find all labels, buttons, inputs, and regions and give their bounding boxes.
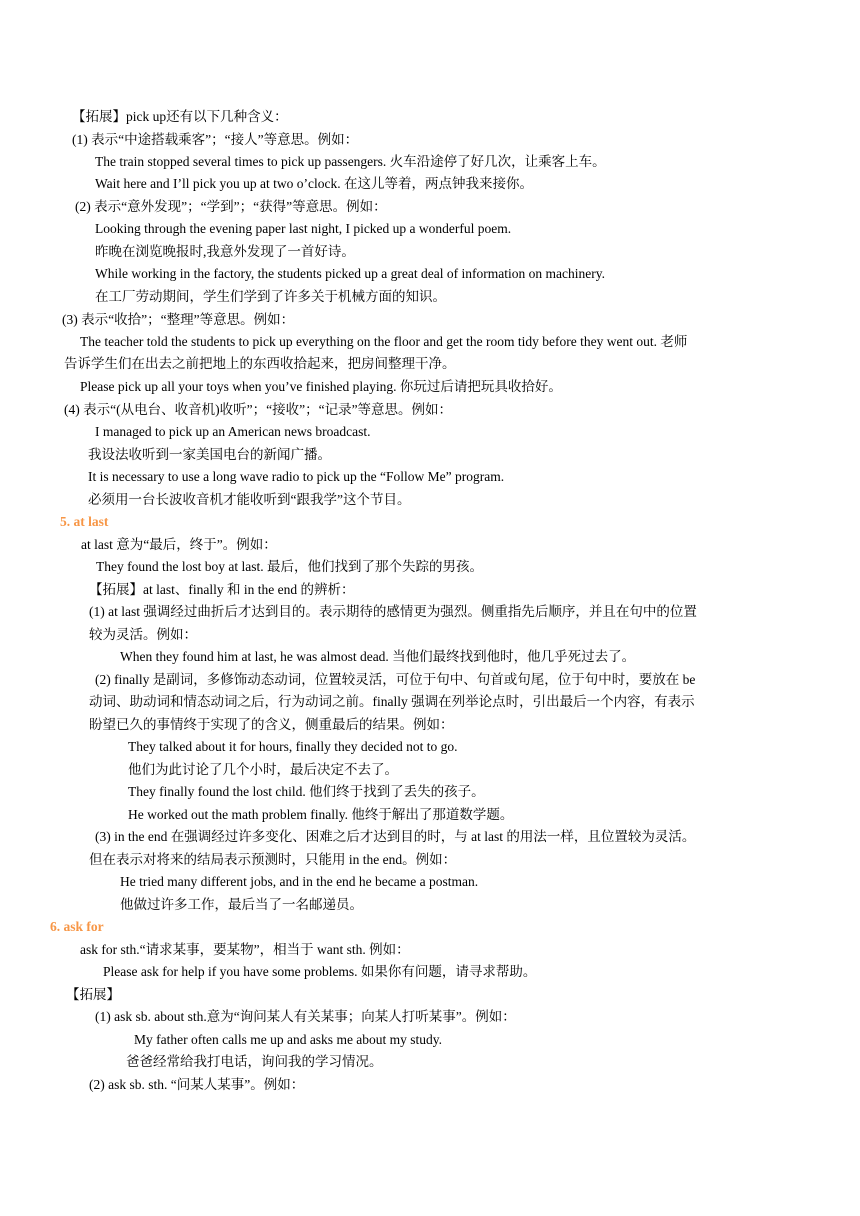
text-line: 他们为此讨论了几个小时，最后决定不去了。 xyxy=(128,762,398,777)
text-line: It is necessary to use a long wave radio to pick up the “Follow Me” program. xyxy=(88,469,505,484)
text-line: ask for sth.“请求某事，要某物”，相当于 want sth. 例如： xyxy=(80,942,410,957)
text-line: He worked out the math problem finally. 他终于解出了那道数学题。 xyxy=(128,807,514,822)
text-line: 必须用一台长波收音机才能收听到“跟我学”这个节目。 xyxy=(88,492,411,507)
text-line: He tried many different jobs, and in the end he became a postman. xyxy=(120,874,479,889)
text-line: 告诉学生们在出去之前把地上的东西收拾起来，把房间整理干净。 xyxy=(64,356,456,371)
text-line: 但在表示对将来的结局表示预测时，只能用 in the end。例如： xyxy=(89,852,457,867)
text-line: 动词、助动词和情态动词之后，行为动词之前。finally 强调在列举论点时，引出最后一个内容，有表示 xyxy=(89,694,695,709)
text-line: They finally found the lost child. 他们终于找到了丢失的孩子。 xyxy=(128,784,485,799)
text-line: (4) 表示“(从电台、收音机)收听”；“接收”；“记录”等意思。例如： xyxy=(64,402,453,417)
section-heading: 5. at last xyxy=(60,514,109,529)
text-line: 昨晚在浏览晚报时,我意外发现了一首好诗。 xyxy=(95,244,355,259)
text-line: Looking through the evening paper last night, I picked up a wonderful poem. xyxy=(95,221,512,236)
text-line: 【拓展】 xyxy=(66,987,120,1002)
text-line: 较为灵活。例如： xyxy=(89,627,197,642)
text-line: My father often calls me up and asks me about my study. xyxy=(134,1032,443,1047)
text-line: Please pick up all your toys when you’ve finished playing. 你玩过后请把玩具收拾好。 xyxy=(80,379,562,394)
text-line: Please ask for help if you have some problems. 如果你有问题，请寻求帮助。 xyxy=(103,964,537,979)
text-line: at last 意为“最后，终于”。例如： xyxy=(81,537,277,552)
text-line: (1) 表示“中途搭载乘客”；“接人”等意思。例如： xyxy=(72,132,359,147)
text-line: 在工厂劳动期间，学生们学到了许多关于机械方面的知识。 xyxy=(95,289,446,304)
text-line: 【拓展】pick up还有以下几种含义： xyxy=(72,109,288,124)
text-line: They talked about it for hours, finally they decided not to go. xyxy=(128,739,458,754)
text-line: (2) finally 是副词，多修饰动态动词，位置较灵活，可位于句中、句首或句尾，位于句中时，要放在 be xyxy=(95,672,696,687)
text-line: (3) 表示“收拾”；“整理”等意思。例如： xyxy=(62,312,295,327)
text-line: (2) 表示“意外发现”；“学到”；“获得”等意思。例如： xyxy=(75,199,387,214)
text-line: The teacher told the students to pick up everything on the floor and get the room tidy before they went out. 老师 xyxy=(80,334,688,349)
text-line: They found the lost boy at last. 最后，他们找到了那个失踪的男孩。 xyxy=(96,559,483,574)
text-line: 我设法收听到一家美国电台的新闻广播。 xyxy=(88,447,331,462)
text-line: (1) at last 强调经过曲折后才达到目的。表示期待的感情更为强烈。侧重指先后顺序，并且在句中的位置 xyxy=(89,604,697,619)
text-line: 【拓展】at last、finally 和 in the end 的辨析： xyxy=(89,582,355,597)
text-line: 盼望已久的事情终于实现了的含义，侧重最后的结果。例如： xyxy=(89,717,454,732)
text-line: (3) in the end 在强调经过许多变化、困难之后才达到目的时，与 at last 的用法一样，且位置较为灵活。 xyxy=(95,829,696,844)
text-line: The train stopped several times to pick up passengers. 火车沿途停了好几次，让乘客上车。 xyxy=(95,154,606,169)
text-line: Wait here and I’ll pick you up at two o’clock. 在这儿等着，两点钟我来接你。 xyxy=(95,176,533,191)
text-line: When they found him at last, he was almost dead. 当他们最终找到他时，他几乎死过去了。 xyxy=(120,649,636,664)
text-line: (1) ask sb. about sth.意为“询问某人有关某事；向某人打听某事”。例如： xyxy=(95,1009,516,1024)
text-line: I managed to pick up an American news broadcast. xyxy=(95,424,371,439)
text-line: 他做过许多工作，最后当了一名邮递员。 xyxy=(120,897,363,912)
text-line: (2) ask sb. sth. “问某人某事”。例如： xyxy=(89,1077,305,1092)
section-heading: 6. ask for xyxy=(50,919,104,934)
text-line: While working in the factory, the students picked up a great deal of information on machinery. xyxy=(95,266,605,281)
text-line: 爸爸经常给我打电话，询问我的学习情况。 xyxy=(126,1054,383,1069)
